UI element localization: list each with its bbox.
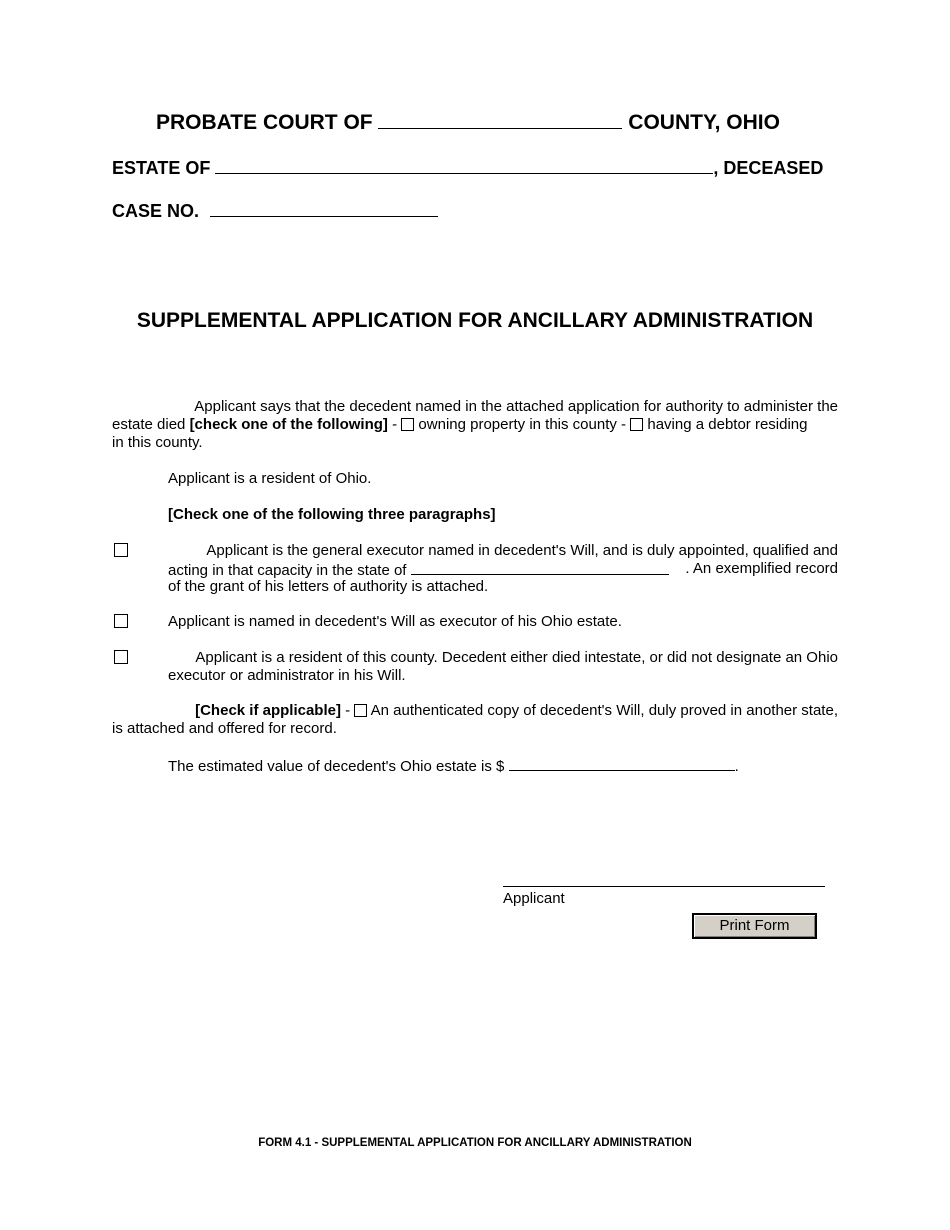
applicable-line2: is attached and offered for record. xyxy=(112,720,337,737)
check-three-instruction: [Check one of the following three paragraphs] xyxy=(168,506,496,523)
print-form-button[interactable]: Print Form xyxy=(692,913,817,939)
option3-line2: executor or administrator in his Will. xyxy=(168,667,406,684)
option1-line2 xyxy=(168,560,838,580)
court-heading xyxy=(156,111,780,135)
court-prefix: PROBATE COURT OF xyxy=(156,111,373,134)
case-number-row xyxy=(112,201,438,222)
owning-property-checkbox[interactable] xyxy=(401,418,414,431)
owning-property-label: owning property in this county - xyxy=(418,416,627,433)
county-input[interactable] xyxy=(378,127,622,129)
option1-line1: Applicant is the general executor named in decedent's Will, and is duly appointed, qualified and xyxy=(206,542,838,559)
option2-line1: Applicant is named in decedent's Will as executor of his Ohio estate. xyxy=(168,613,622,630)
option1-checkbox[interactable] xyxy=(114,543,128,557)
estate-prefix: ESTATE OF xyxy=(112,158,211,178)
debtor-residing-label: having a debtor residing xyxy=(647,416,808,433)
estimate-prefix: The estimated value of decedent's Ohio estate is $ xyxy=(168,758,505,775)
applicable-dash: - xyxy=(345,702,351,719)
para1-line1: Applicant says that the decedent named in the attached application for authority to administer the xyxy=(194,398,838,415)
applicable-instruction: [Check if applicable] xyxy=(195,702,341,719)
option1-state-prefix: acting in that capacity in the state of xyxy=(168,562,407,579)
para1-line3: in this county. xyxy=(112,434,203,451)
option1-line3: of the grant of his letters of authority is attached. xyxy=(168,578,489,595)
case-number-input[interactable] xyxy=(210,215,438,217)
authenticated-will-text: An authenticated copy of decedent's Will, duly proved in another state, xyxy=(370,702,838,719)
option2-checkbox[interactable] xyxy=(114,614,128,628)
signature-label: Applicant xyxy=(503,890,565,907)
estimate-suffix: . xyxy=(734,758,739,775)
option3-checkbox[interactable] xyxy=(114,650,128,664)
option1-record-text: . An exemplified record xyxy=(685,560,838,577)
para1-estate-died: estate died xyxy=(112,416,186,433)
para1-line2 xyxy=(112,416,807,434)
estate-suffix: , DECEASED xyxy=(713,158,824,178)
debtor-residing-checkbox[interactable] xyxy=(630,418,643,431)
estimate-row xyxy=(168,756,739,776)
state-input[interactable] xyxy=(411,560,669,575)
estate-heading xyxy=(112,158,823,179)
para1-check-instruction: [check one of the following] xyxy=(189,416,388,433)
para1-dash: - xyxy=(392,416,398,433)
authenticated-will-checkbox[interactable] xyxy=(354,704,367,717)
court-suffix: COUNTY, OHIO xyxy=(628,111,780,134)
applicable-line1 xyxy=(168,702,838,720)
form-title: SUPPLEMENTAL APPLICATION FOR ANCILLARY ADMINISTRATION xyxy=(136,309,814,332)
form-footer: FORM 4.1 - SUPPLEMENTAL APPLICATION FOR ANCILLARY ADMINISTRATION xyxy=(258,1137,692,1149)
case-no-label: CASE NO. xyxy=(112,201,200,221)
decedent-name-input[interactable] xyxy=(215,172,713,174)
estate-value-input[interactable] xyxy=(509,756,735,771)
resident-ohio-text: Applicant is a resident of Ohio. xyxy=(168,470,372,487)
signature-line[interactable] xyxy=(503,886,825,887)
option3-line1: Applicant is a resident of this county. Decedent either died intestate, or did not designate an Ohio xyxy=(195,649,838,666)
